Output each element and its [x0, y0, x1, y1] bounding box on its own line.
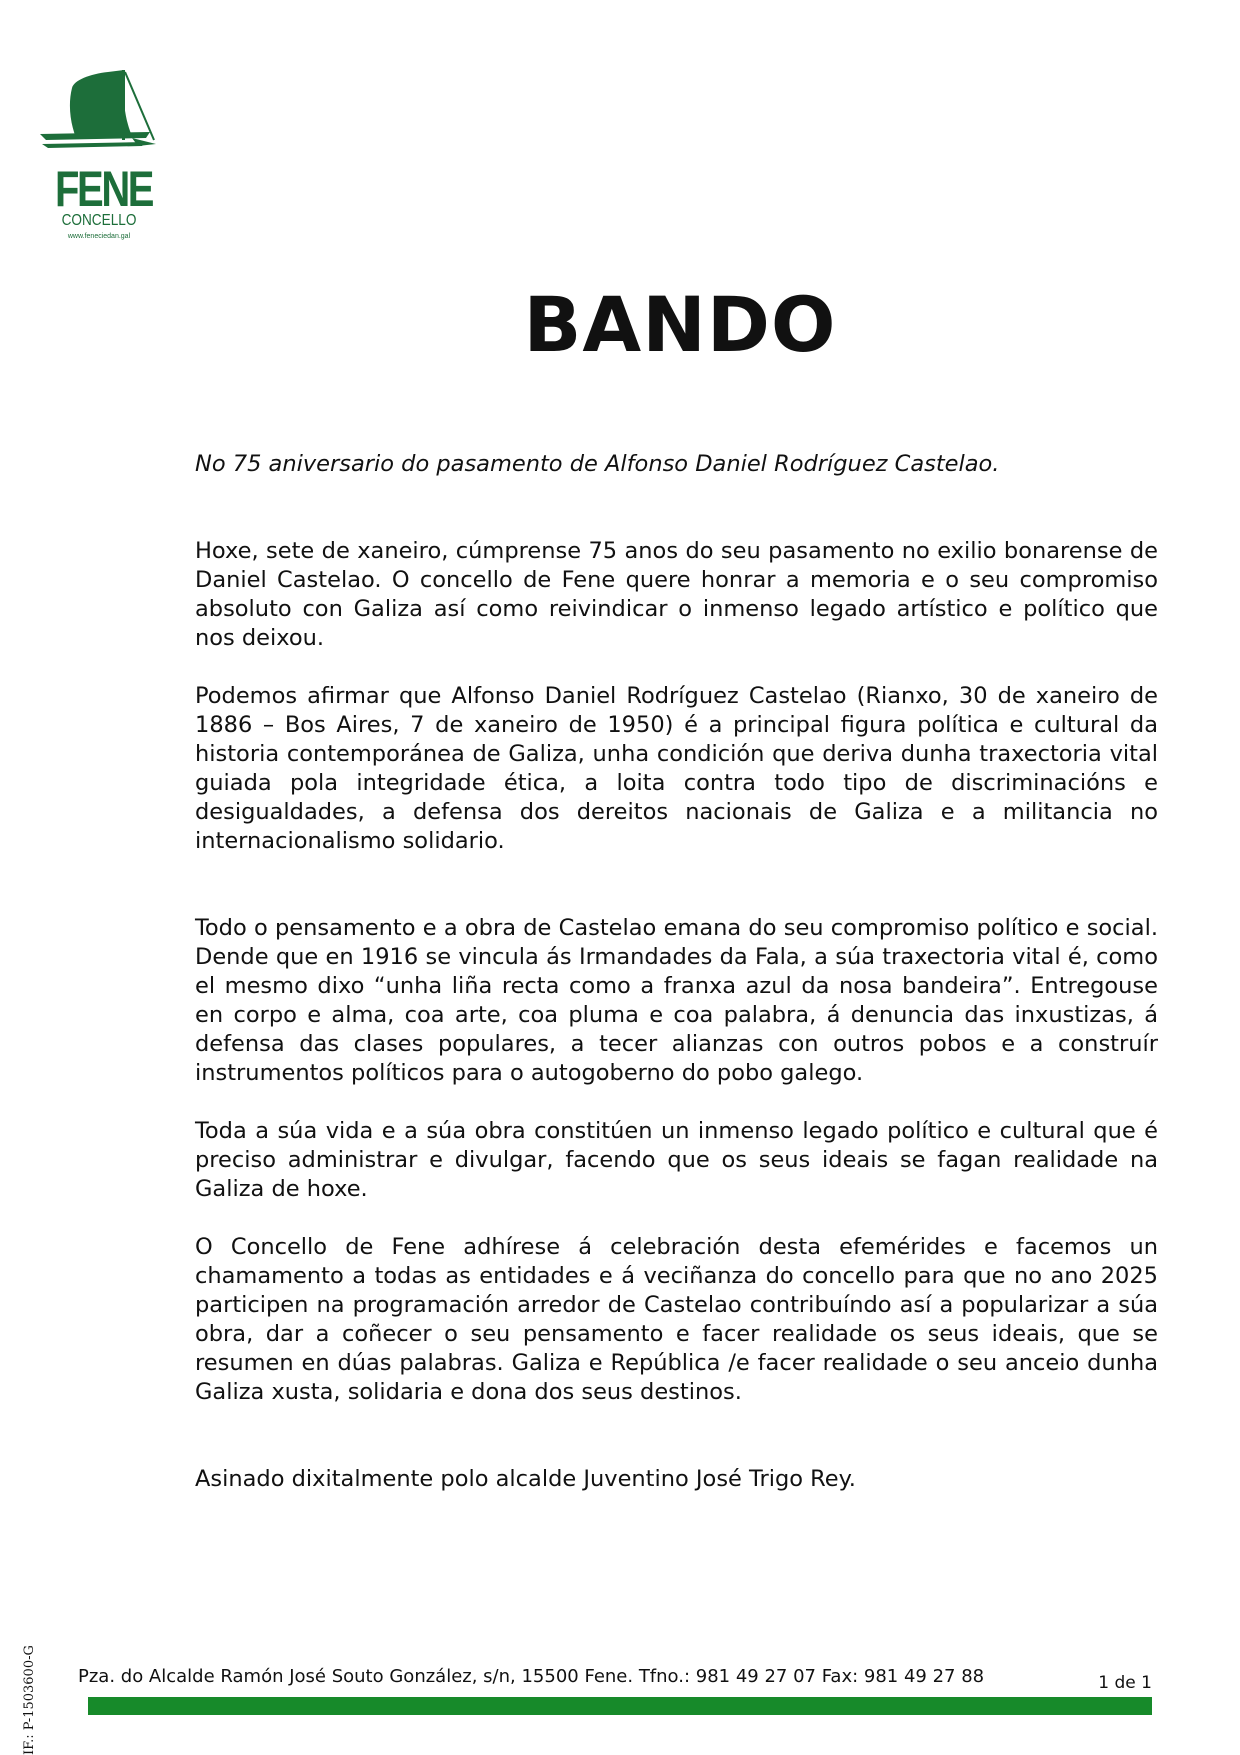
paragraph-2: Podemos afirmar que Alfonso Daniel Rodríguez Castelao (Rianxo, 30 de xaneiro de 1886 – Bos Aires, 7 de xaneiro de 1950) é a principal figura política e cultural da historia contemporánea de Galiza, unha condición que deriva dunha traxectoria vital guiada pola integridade ética, a loita contra todo tipo de discriminacións e desigualdades, a defensa dos dereitos nacionais de Galiza e a militancia no internacionalismo solidario.: [195, 683, 1158, 854]
document-body: [195, 450, 1158, 1494]
fene-logo: [28, 62, 178, 262]
paragraph-3: Todo o pensamento e a obra de Castelao emana do seu compromiso político e social. Dende que en 1916 se vincula ás Irmandades da Fala, a súa traxectoria vital é, como el mesmo dixo “unha liña recta como a franxa azul da nosa bandeira”. Entregouse en corpo e alma, coa arte, coa pluma e coa palabra, á denuncia das inxustizas, á defensa das clases populares, a tecer alianzas con outros pobos e a construír instrumentos políticos para o autogoberno do pobo galego.: [195, 915, 1158, 1086]
paragraph-5: O Concello de Fene adhírese á celebración desta efemérides e facemos un chamamento a todas as entidades e á veciñanza do concello para que no ano 2025 participen na programación arredor de Castelao contribuíndo así a popularizar a súa obra, dar a coñecer o seu pensamento e facer realidade os seus ideais, que se resumen en dúas palabras. Galiza e República /e facer realidade o seu anceio dunha Galiza xusta, solidaria e dona dos seus destinos.: [195, 1234, 1158, 1405]
page-number: 1 de 1: [1098, 1673, 1152, 1693]
paragraph-4: Toda a súa vida e a súa obra constitúen un inmenso legado político e cultural que é preciso administrar e divulgar, facendo que os seus ideais se fagan realidade na Galiza de hoxe.: [195, 1118, 1158, 1202]
paragraph-1: Hoxe, sete de xaneiro, cúmprense 75 anos do seu pasamento no exilio bonarense de Daniel Castelao. O concello de Fene quere honrar a memoria e o seu compromiso absoluto con Galiza así como reivindicar o inmenso legado artístico e político que nos deixou.: [195, 538, 1158, 651]
logo-url: www.feneciedan.gal: [67, 233, 131, 240]
footer-address: Pza. do Alcalde Ramón José Souto González, s/n, 15500 Fene. Tfno.: 981 49 27 07 Fax: 981 49 27 88: [78, 1666, 985, 1687]
document-title: BANDO: [523, 280, 837, 369]
footer-bar: [88, 1697, 1152, 1715]
signature-line: Asinado dixitalmente polo alcalde Juventino José Trigo Rey.: [195, 1466, 856, 1492]
side-reference: IF.: P-1503600-G: [22, 1645, 37, 1755]
logo-subtitle: CONCELLO: [61, 212, 137, 229]
logo-name: FENE: [55, 161, 153, 217]
sailing-boat-icon: [28, 62, 178, 172]
intro-line: No 75 aniversario do pasamento de Alfonso Daniel Rodríguez Castelao.: [195, 451, 1000, 477]
